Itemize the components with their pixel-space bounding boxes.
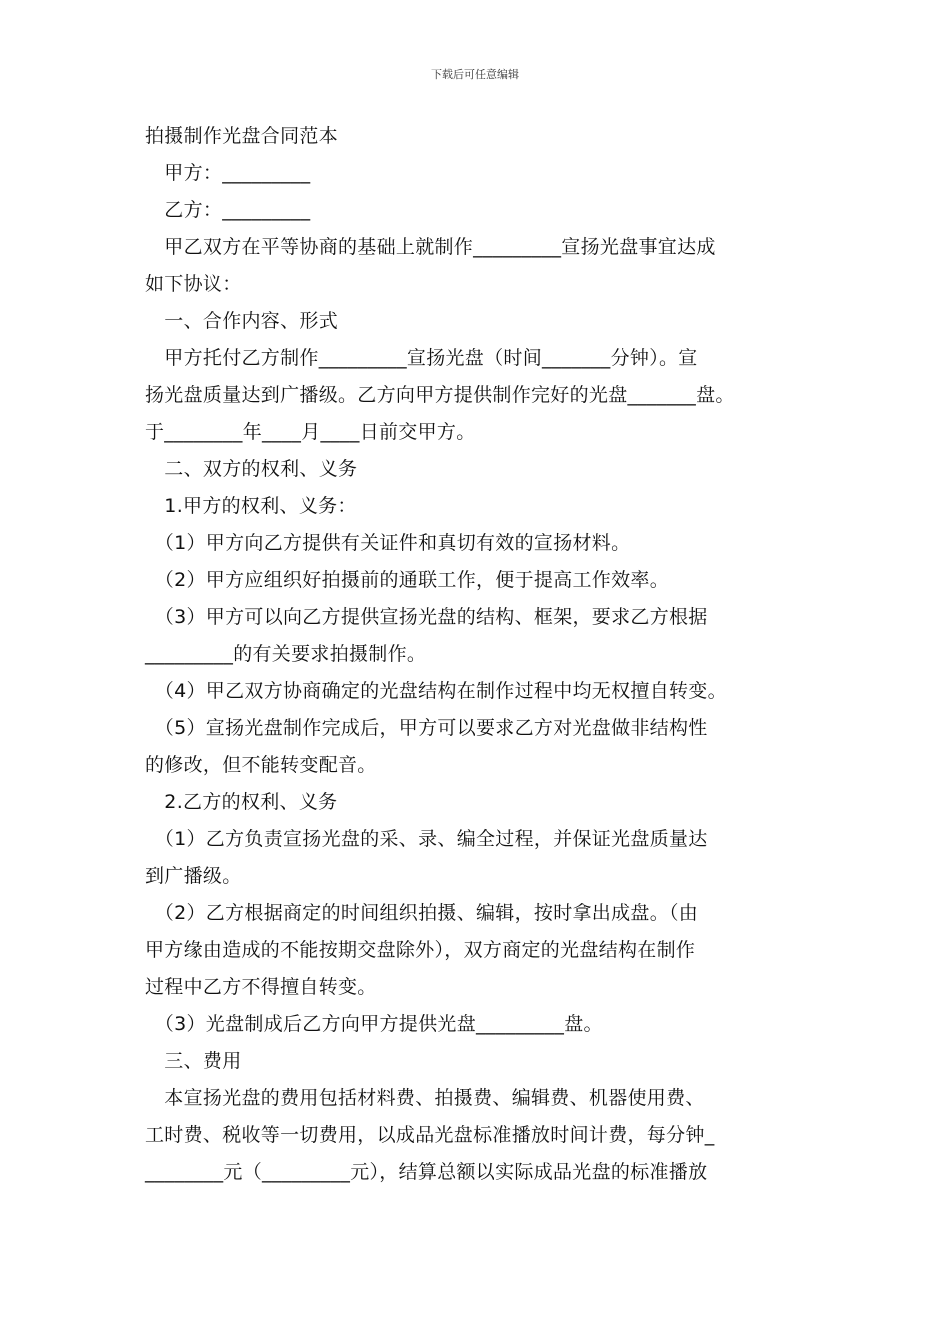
text-line: 甲方托付乙方制作_________宣扬光盘（时间_______分钟）。宣 (145, 347, 698, 369)
page-header: 下载后可任意编辑 (431, 68, 519, 81)
text-line: 甲方缘由造成的不能按期交盘除外），双方商定的光盘结构在制作 (145, 939, 696, 961)
text-line: 二、双方的权利、义务 (145, 458, 358, 480)
text-line: 工时费、税收等一切费用，以成品光盘标准播放时间计费，每分钟_ (145, 1124, 715, 1146)
text-line: 甲乙双方在平等协商的基础上就制作_________宣扬光盘事宜达成 (145, 236, 716, 258)
text-line: （1）甲方向乙方提供有关证件和真切有效的宣扬材料。 (145, 532, 631, 554)
text-line: _________的有关要求拍摄制作。 (145, 643, 427, 665)
text-line: （3）光盘制成后乙方向甲方提供光盘_________盘。 (145, 1013, 603, 1035)
text-line: （5）宣扬光盘制作完成后，甲方可以要求乙方对光盘做非结构性 (145, 717, 708, 739)
text-line: （4）甲乙双方协商确定的光盘结构在制作过程中均无权擅自转变。 (145, 680, 727, 702)
document-body (145, 118, 815, 1191)
text-line: （3）甲方可以向乙方提供宣扬光盘的结构、框架，要求乙方根据 (145, 606, 708, 628)
document-title: 拍摄制作光盘合同范本 (145, 125, 339, 147)
text-line: （2）乙方根据商定的时间组织拍摄、编辑，按时拿出成盘。（由 (145, 902, 699, 924)
text-line: ________元（_________元），结算总额以实际成品光盘的标准播放 (145, 1161, 708, 1183)
text-line: 扬光盘质量达到广播级。乙方向甲方提供制作完好的光盘_______盘。 (145, 384, 735, 406)
text-line: 到广播级。 (145, 865, 242, 887)
text-line: 本宣扬光盘的费用包括材料费、拍摄费、编辑费、机器使用费、 (145, 1087, 705, 1109)
text-line: 乙方：_________ (145, 199, 311, 221)
text-line: （1）乙方负责宣扬光盘的采、录、编全过程，并保证光盘质量达 (145, 828, 708, 850)
text-line: 过程中乙方不得擅自转变。 (145, 976, 377, 998)
text-line: 1.甲方的权利、义务： (145, 495, 357, 517)
text-line: 2.乙方的权利、义务 (145, 791, 338, 813)
text-line: 一、合作内容、形式 (145, 310, 339, 332)
text-line: （2）甲方应组织好拍摄前的通联工作，便于提高工作效率。 (145, 569, 669, 591)
text-line: 的修改，但不能转变配音。 (145, 754, 377, 776)
text-line: 如下协议： (145, 273, 242, 295)
text-line: 于________年____月____日前交甲方。 (145, 421, 476, 443)
text-line: 三、费用 (145, 1050, 242, 1072)
text-line: 甲方：_________ (145, 162, 311, 184)
